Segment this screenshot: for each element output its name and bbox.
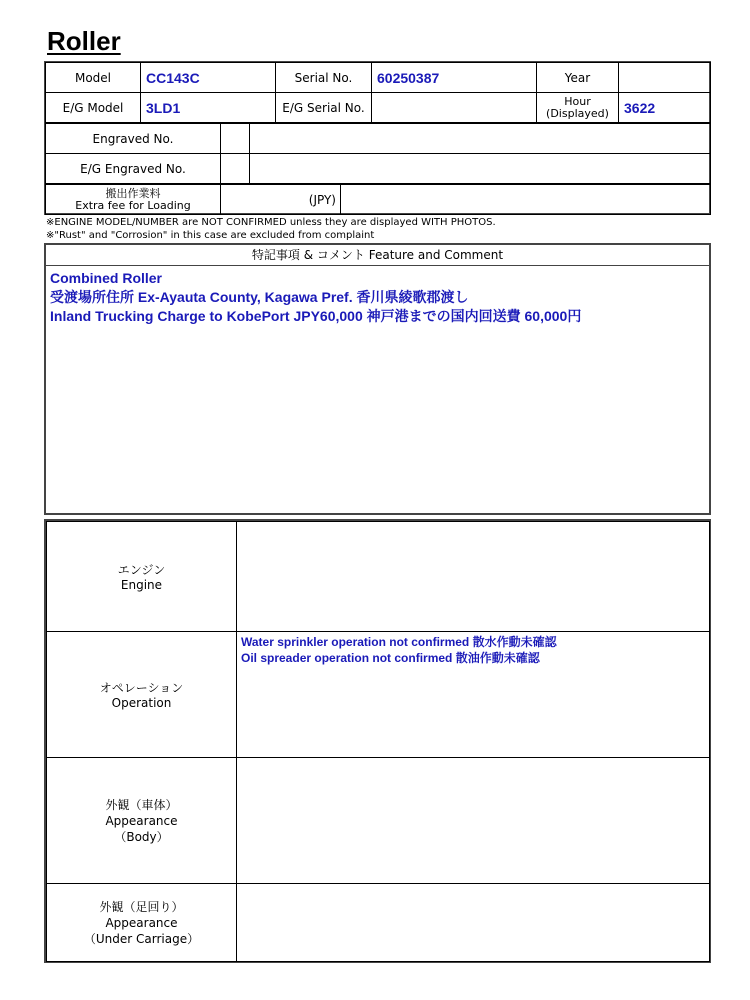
body-label-en1: Appearance [105, 813, 178, 828]
engine-comment [237, 522, 710, 632]
extra-fee-label [46, 185, 221, 215]
operation-comment-1: Water sprinkler operation not confirmed 散水作動未確認 [241, 635, 557, 649]
engine-label-en: Engine [120, 578, 163, 592]
note-rust: ※"Rust" and "Corrosion" in this case are excluded from complaint [46, 230, 375, 241]
extra-fee-label-jp: 搬出作業料 [105, 186, 161, 200]
engine-label-jp: エンジン [117, 563, 166, 577]
model-value: CC143C [141, 63, 276, 93]
year-label: Year [537, 63, 619, 93]
eg-model-value: 3LD1 [141, 93, 276, 123]
operation-label-en: Operation [111, 696, 172, 710]
body-label-en2: （Body） [114, 829, 169, 844]
eg-serial-label: E/G Serial No. [276, 93, 372, 123]
hour-label [537, 93, 619, 123]
operation-comment [237, 632, 710, 758]
inspection-table [46, 521, 710, 962]
model-label: Model [46, 63, 141, 93]
extra-fee-value [341, 185, 711, 215]
eg-model-label: E/G Model [46, 93, 141, 123]
extra-fee-table [45, 184, 711, 215]
under-label-en1: Appearance [105, 915, 178, 930]
engine-label [47, 522, 237, 632]
eg-engraved-value [250, 154, 711, 184]
hour-value: 3622 [619, 93, 711, 123]
feature-line-3: Inland Trucking Charge to KobePort JPY60,000 神戸港までの国内回送費 60,000円 [50, 308, 582, 324]
feature-line-2: 受渡場所住所 Ex-Ayauta County, Kagawa Pref. 香川県綾歌郡渡し [50, 289, 469, 305]
operation-label-jp: オペレーション [99, 681, 184, 695]
operation-label [47, 632, 237, 758]
body-comment [237, 758, 710, 884]
under-carriage-comment [237, 884, 710, 962]
year-value [619, 63, 711, 93]
eg-engraved-label: E/G Engraved No. [46, 154, 221, 184]
serial-label: Serial No. [276, 63, 372, 93]
body-label-jp: 外観（車体） [105, 797, 178, 812]
engraved-check [221, 124, 250, 154]
serial-value: 60250387 [372, 63, 537, 93]
eg-engraved-check [221, 154, 250, 184]
feature-line-1: Combined Roller [50, 270, 163, 286]
feature-box [44, 243, 711, 515]
feature-header: 特記事項 & コメント Feature and Comment [46, 245, 709, 266]
eg-serial-value [372, 93, 537, 123]
hour-label-line2: (Displayed) [546, 106, 609, 120]
info-table [45, 62, 711, 123]
engraved-value [250, 124, 711, 154]
extra-fee-unit: (JPY) [221, 185, 341, 215]
engraved-label: Engraved No. [46, 124, 221, 154]
operation-comment-2: Oil spreader operation not confirmed 散油作動未確認 [241, 651, 540, 665]
extra-fee-label-en: Extra fee for Loading [75, 198, 191, 212]
page-title: Roller [47, 26, 121, 56]
under-label-jp: 外観（足回り） [99, 899, 184, 914]
note-engine: ※ENGINE MODEL/NUMBER are NOT CONFIRMED unless they are displayed WITH PHOTOS. [46, 217, 496, 228]
engraved-table [45, 123, 711, 184]
hour-label-line1: Hour [564, 94, 591, 108]
under-label-en2: （Under Carriage） [83, 931, 200, 946]
under-carriage-label [47, 884, 237, 962]
body-label [47, 758, 237, 884]
